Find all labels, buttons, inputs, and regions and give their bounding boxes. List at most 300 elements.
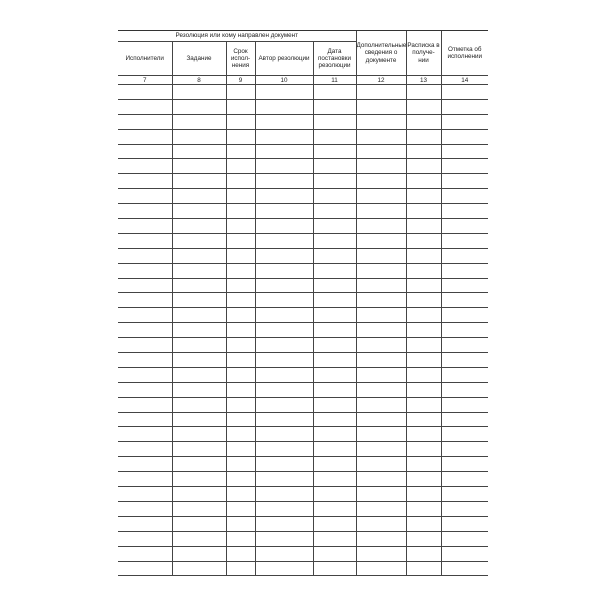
blank-cell [226, 308, 255, 323]
blank-cell [226, 546, 255, 561]
blank-cell [255, 412, 313, 427]
blank-cell [356, 85, 406, 100]
column-number: 9 [226, 76, 255, 85]
blank-cell [226, 278, 255, 293]
blank-cell [118, 308, 172, 323]
blank-cell [406, 457, 441, 472]
blank-cell [441, 204, 488, 219]
blank-cell [356, 457, 406, 472]
blank-cell [313, 412, 356, 427]
blank-cell [406, 487, 441, 502]
blank-cell [313, 144, 356, 159]
blank-row [118, 487, 488, 502]
blank-row [118, 114, 488, 129]
blank-cell [255, 129, 313, 144]
blank-cell [118, 516, 172, 531]
blank-cell [406, 189, 441, 204]
blank-cell [406, 472, 441, 487]
blank-cell [406, 278, 441, 293]
blank-cell [172, 114, 226, 129]
blank-cell [172, 516, 226, 531]
blank-cell [441, 561, 488, 576]
blank-cell [313, 427, 356, 442]
blank-cell [118, 204, 172, 219]
blank-cell [118, 293, 172, 308]
blank-cell [356, 219, 406, 234]
blank-cell [406, 531, 441, 546]
blank-cell [255, 442, 313, 457]
blank-cell [172, 144, 226, 159]
blank-cell [226, 442, 255, 457]
blank-cell [118, 412, 172, 427]
blank-cell [172, 442, 226, 457]
blank-cell [406, 367, 441, 382]
blank-cell [226, 487, 255, 502]
blank-cell [313, 278, 356, 293]
blank-cell [313, 219, 356, 234]
blank-cell [226, 233, 255, 248]
blank-cell [172, 263, 226, 278]
blank-cell [172, 308, 226, 323]
blank-cell [118, 99, 172, 114]
blank-row [118, 531, 488, 546]
blank-cell [118, 546, 172, 561]
blank-cell [226, 219, 255, 234]
column-number: 12 [356, 76, 406, 85]
blank-cell [356, 442, 406, 457]
blank-cell [226, 159, 255, 174]
blank-cell [406, 293, 441, 308]
column-header-additional-info: Дополнительные сведения о документе [356, 31, 406, 76]
blank-cell [313, 204, 356, 219]
blank-cell [441, 174, 488, 189]
column-header-receipt: Расписка в получе- нии [406, 31, 441, 76]
blank-cell [255, 487, 313, 502]
blank-cell [313, 174, 356, 189]
blank-cell [406, 233, 441, 248]
blank-cell [226, 174, 255, 189]
column-header-execution-mark: Отметка об исполнении [441, 31, 488, 76]
blank-cell [313, 442, 356, 457]
blank-cell [356, 546, 406, 561]
blank-cell [255, 204, 313, 219]
blank-cell [255, 219, 313, 234]
blank-row [118, 353, 488, 368]
blank-cell [356, 367, 406, 382]
blank-cell [255, 561, 313, 576]
blank-cell [441, 129, 488, 144]
blank-cell [255, 397, 313, 412]
blank-cell [313, 501, 356, 516]
blank-cell [226, 397, 255, 412]
blank-cell [313, 516, 356, 531]
blank-cell [172, 189, 226, 204]
blank-cell [356, 293, 406, 308]
blank-cell [255, 248, 313, 263]
blank-cell [356, 353, 406, 368]
blank-cell [226, 323, 255, 338]
column-numbers-row [118, 76, 488, 85]
blank-cell [313, 248, 356, 263]
blank-cell [255, 427, 313, 442]
registration-journal-table [118, 30, 488, 576]
blank-cell [313, 367, 356, 382]
blank-cell [226, 412, 255, 427]
blank-cell [226, 501, 255, 516]
blank-cell [441, 323, 488, 338]
blank-cell [255, 546, 313, 561]
blank-cell [356, 323, 406, 338]
blank-cell [226, 99, 255, 114]
blank-cell [356, 99, 406, 114]
blank-cell [118, 427, 172, 442]
blank-row [118, 501, 488, 516]
blank-cell [406, 353, 441, 368]
blank-cell [118, 472, 172, 487]
blank-cell [255, 144, 313, 159]
blank-cell [313, 457, 356, 472]
blank-cell [255, 323, 313, 338]
blank-cell [172, 382, 226, 397]
blank-cell [356, 382, 406, 397]
blank-cell [255, 531, 313, 546]
blank-cell [313, 129, 356, 144]
blank-cell [356, 248, 406, 263]
blank-cell [226, 472, 255, 487]
column-number: 7 [118, 76, 172, 85]
blank-cell [226, 367, 255, 382]
blank-cell [172, 278, 226, 293]
blank-row [118, 129, 488, 144]
blank-cell [441, 219, 488, 234]
column-number: 14 [441, 76, 488, 85]
blank-cell [172, 219, 226, 234]
blank-row [118, 397, 488, 412]
blank-cell [255, 114, 313, 129]
blank-cell [255, 278, 313, 293]
blank-cell [255, 293, 313, 308]
blank-cell [406, 412, 441, 427]
blank-cell [441, 516, 488, 531]
blank-cell [441, 293, 488, 308]
blank-cell [255, 472, 313, 487]
blank-row [118, 338, 488, 353]
blank-row [118, 278, 488, 293]
blank-cell [313, 353, 356, 368]
column-number: 10 [255, 76, 313, 85]
blank-cell [313, 561, 356, 576]
blank-cell [356, 159, 406, 174]
blank-cell [406, 248, 441, 263]
blank-cell [441, 501, 488, 516]
blank-cell [441, 85, 488, 100]
blank-cell [118, 278, 172, 293]
blank-cell [313, 487, 356, 502]
blank-cell [313, 233, 356, 248]
blank-cell [441, 367, 488, 382]
blank-cell [172, 487, 226, 502]
blank-cell [313, 338, 356, 353]
blank-cell [406, 204, 441, 219]
blank-cell [313, 308, 356, 323]
blank-cell [441, 248, 488, 263]
blank-cell [172, 472, 226, 487]
blank-cell [441, 353, 488, 368]
blank-cell [118, 129, 172, 144]
blank-cell [406, 99, 441, 114]
blank-cell [172, 457, 226, 472]
blank-cell [441, 308, 488, 323]
blank-cell [441, 472, 488, 487]
blank-cell [118, 144, 172, 159]
blank-cell [118, 85, 172, 100]
blank-cell [406, 442, 441, 457]
blank-cell [118, 442, 172, 457]
blank-cell [356, 427, 406, 442]
blank-cell [226, 516, 255, 531]
blank-cell [441, 442, 488, 457]
blank-cell [172, 412, 226, 427]
column-header-executors: Исполнители [118, 42, 172, 76]
blank-cell [118, 367, 172, 382]
blank-cell [406, 501, 441, 516]
blank-row [118, 293, 488, 308]
blank-row [118, 99, 488, 114]
blank-cell [441, 531, 488, 546]
blank-cell [406, 144, 441, 159]
blank-row [118, 367, 488, 382]
blank-cell [226, 189, 255, 204]
blank-cell [441, 114, 488, 129]
blank-cell [313, 531, 356, 546]
blank-cell [356, 487, 406, 502]
blank-cell [441, 189, 488, 204]
blank-cell [226, 382, 255, 397]
blank-cell [255, 159, 313, 174]
blank-cell [313, 293, 356, 308]
blank-cell [313, 472, 356, 487]
blank-cell [356, 531, 406, 546]
blank-cell [226, 114, 255, 129]
blank-cell [118, 323, 172, 338]
blank-row [118, 204, 488, 219]
blank-row [118, 308, 488, 323]
blank-cell [226, 263, 255, 278]
blank-row [118, 248, 488, 263]
blank-cell [226, 293, 255, 308]
blank-cell [226, 531, 255, 546]
blank-cell [406, 308, 441, 323]
column-header-resolution-date: Дата постановки резолюции [313, 42, 356, 76]
blank-cell [406, 159, 441, 174]
blank-cell [406, 85, 441, 100]
blank-cell [255, 516, 313, 531]
blank-cell [441, 278, 488, 293]
blank-cell [313, 382, 356, 397]
blank-cell [356, 338, 406, 353]
blank-cell [441, 233, 488, 248]
blank-row [118, 233, 488, 248]
blank-cell [172, 174, 226, 189]
blank-cell [313, 323, 356, 338]
blank-cell [441, 457, 488, 472]
blank-cell [172, 338, 226, 353]
blank-cell [118, 174, 172, 189]
blank-cell [118, 457, 172, 472]
blank-cell [172, 248, 226, 263]
blank-row [118, 159, 488, 174]
column-header-task: Задание [172, 42, 226, 76]
blank-row [118, 174, 488, 189]
blank-cell [172, 427, 226, 442]
blank-cell [406, 323, 441, 338]
blank-cell [118, 501, 172, 516]
blank-cell [118, 561, 172, 576]
blank-cell [118, 248, 172, 263]
blank-row [118, 561, 488, 576]
blank-cell [441, 263, 488, 278]
blank-cell [118, 487, 172, 502]
blank-cell [356, 561, 406, 576]
blank-cell [356, 472, 406, 487]
blank-cell [172, 353, 226, 368]
blank-cell [118, 353, 172, 368]
blank-cell [255, 501, 313, 516]
blank-cell [406, 546, 441, 561]
blank-cell [406, 382, 441, 397]
column-number: 13 [406, 76, 441, 85]
blank-row [118, 442, 488, 457]
blank-cell [226, 129, 255, 144]
blank-cell [118, 263, 172, 278]
blank-cell [313, 263, 356, 278]
blank-cell [255, 233, 313, 248]
blank-cell [406, 397, 441, 412]
column-number: 8 [172, 76, 226, 85]
blank-cell [313, 99, 356, 114]
blank-cell [226, 338, 255, 353]
blank-cell [356, 189, 406, 204]
blank-cell [356, 278, 406, 293]
blank-cell [172, 293, 226, 308]
blank-cell [226, 85, 255, 100]
blank-cell [406, 338, 441, 353]
blank-cell [406, 561, 441, 576]
blank-cell [118, 382, 172, 397]
blank-cell [172, 367, 226, 382]
blank-cell [441, 546, 488, 561]
blank-row [118, 472, 488, 487]
blank-row [118, 263, 488, 278]
blank-cell [172, 323, 226, 338]
blank-row [118, 85, 488, 100]
blank-row [118, 546, 488, 561]
blank-cell [356, 174, 406, 189]
blank-cell [172, 159, 226, 174]
blank-cell [172, 397, 226, 412]
blank-cell [356, 308, 406, 323]
blank-cell [172, 546, 226, 561]
blank-cell [441, 487, 488, 502]
blank-cell [441, 338, 488, 353]
column-header-resolution-author: Автор резолюции [255, 42, 313, 76]
blank-cell [255, 85, 313, 100]
blank-cell [406, 263, 441, 278]
blank-cell [406, 427, 441, 442]
blank-cell [356, 144, 406, 159]
blank-cell [118, 531, 172, 546]
blank-cell [441, 397, 488, 412]
blank-cell [118, 114, 172, 129]
blank-cell [226, 204, 255, 219]
blank-cell [313, 546, 356, 561]
blank-cell [356, 412, 406, 427]
blank-row [118, 516, 488, 531]
blank-cell [118, 338, 172, 353]
blank-row [118, 382, 488, 397]
blank-cell [255, 353, 313, 368]
blank-cell [356, 397, 406, 412]
blank-cell [255, 457, 313, 472]
blank-cell [406, 219, 441, 234]
blank-cell [255, 263, 313, 278]
blank-cell [255, 189, 313, 204]
resolution-group-header: Резолюция или кому направлен документ [118, 31, 356, 42]
blank-cell [406, 129, 441, 144]
blank-row [118, 323, 488, 338]
blank-cell [441, 382, 488, 397]
blank-row [118, 412, 488, 427]
blank-cell [118, 233, 172, 248]
blank-cell [441, 99, 488, 114]
blank-cell [313, 397, 356, 412]
blank-cell [356, 114, 406, 129]
blank-row [118, 144, 488, 159]
blank-cell [118, 397, 172, 412]
blank-row [118, 219, 488, 234]
blank-cell [406, 114, 441, 129]
blank-cell [255, 338, 313, 353]
blank-row [118, 427, 488, 442]
blank-cell [226, 248, 255, 263]
blank-cell [406, 516, 441, 531]
blank-cell [226, 561, 255, 576]
blank-cell [356, 129, 406, 144]
column-header-deadline: Срок испол- нения [226, 42, 255, 76]
blank-cell [255, 367, 313, 382]
blank-cell [255, 174, 313, 189]
blank-cell [356, 263, 406, 278]
blank-row [118, 457, 488, 472]
blank-cell [118, 159, 172, 174]
blank-cell [313, 85, 356, 100]
blank-cell [255, 308, 313, 323]
blank-cell [441, 427, 488, 442]
blank-cell [172, 531, 226, 546]
blank-cell [356, 233, 406, 248]
blank-cell [313, 159, 356, 174]
blank-cell [172, 561, 226, 576]
blank-cell [255, 99, 313, 114]
blank-cell [172, 501, 226, 516]
blank-cell [226, 427, 255, 442]
blank-cell [441, 144, 488, 159]
blank-cell [172, 233, 226, 248]
blank-cell [226, 144, 255, 159]
blank-row [118, 189, 488, 204]
blank-cell [441, 412, 488, 427]
blank-cell [356, 501, 406, 516]
